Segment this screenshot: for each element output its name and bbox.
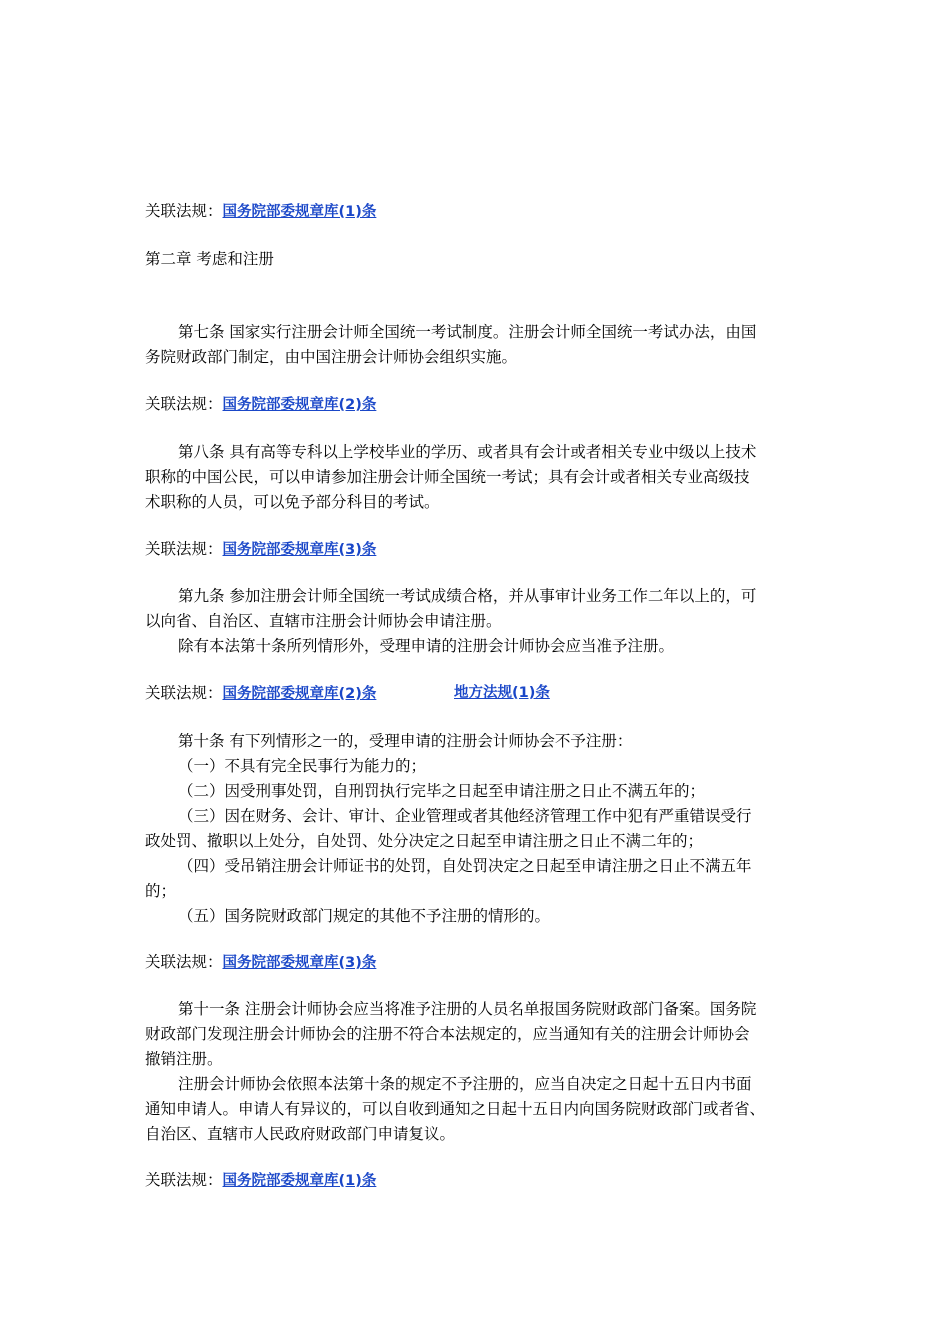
article-11-line: 通知申请人。申请人有异议的，可以自收到通知之日起十五日内向国务院财政部门或者省、 [145, 1100, 766, 1118]
article-11-line: 撤销注册。 [145, 1050, 223, 1068]
article-9-line: 除有本法第十条所列情形外，受理申请的注册会计师协会应当准予注册。 [178, 637, 675, 655]
related-laws-label: 关联法规： [145, 540, 223, 558]
article-10-item: （一）不具有完全民事行为能力的； [178, 757, 427, 775]
article-7-line: 第七条 国家实行注册会计师全国统一考试制度。注册会计师全国统一考试办法，由国 [178, 323, 757, 341]
related-laws-label: 关联法规： [145, 202, 223, 220]
article-9-line: 第九条 参加注册会计师全国统一考试成绩合格，并从事审计业务工作二年以上的，可 [178, 587, 757, 605]
article-11-line: 财政部门发现注册会计师协会的注册不符合本法规定的，应当通知有关的注册会计师协会 [145, 1025, 750, 1043]
article-11-line: 自治区、直辖市人民政府财政部门申请复议。 [145, 1125, 456, 1143]
article-10-item: （五）国务院财政部门规定的其他不予注册的情形的。 [178, 907, 551, 925]
article-8-line: 术职称的人员，可以免予部分科目的考试。 [145, 493, 440, 511]
related-laws-row [145, 199, 376, 224]
related-laws-label: 关联法规： [145, 1171, 223, 1189]
related-laws-label: 关联法规： [145, 684, 223, 702]
article-10-item: 政处罚、撤职以上处分，自处罚、处分决定之日起至申请注册之日止不满二年的； [145, 832, 704, 850]
article-10-item: 的； [145, 882, 177, 900]
related-laws-link[interactable]: 国务院部委规章库(3)条 [222, 542, 377, 558]
article-10-item: （二）因受刑事处罚，自刑罚执行完毕之日起至申请注册之日止不满五年的； [178, 782, 706, 800]
related-laws-label: 关联法规： [145, 395, 223, 413]
article-11-line: 注册会计师协会依照本法第十条的规定不予注册的，应当自决定之日起十五日内书面 [178, 1075, 752, 1093]
article-8-line: 第八条 具有高等专科以上学校毕业的学历、或者具有会计或者相关专业中级以上技术 [178, 443, 757, 461]
related-laws-label: 关联法规： [145, 953, 223, 971]
related-laws-link[interactable]: 国务院部委规章库(3)条 [222, 955, 377, 971]
article-11-line: 第十一条 注册会计师协会应当将准予注册的人员名单报国务院财政部门备案。国务院 [178, 1000, 757, 1018]
related-laws-link[interactable]: 国务院部委规章库(1)条 [222, 1173, 377, 1189]
article-10-item: （三）因在财务、会计、审计、企业管理或者其他经济管理工作中犯有严重错误受行 [178, 807, 752, 825]
related-laws-row [145, 537, 376, 562]
related-laws-link[interactable]: 国务院部委规章库(2)条 [222, 686, 377, 702]
article-10-line: 第十条 有下列情形之一的，受理申请的注册会计师协会不予注册： [178, 732, 633, 750]
article-9-line: 以向省、自治区、直辖市注册会计师协会申请注册。 [145, 612, 502, 630]
related-laws-row [145, 1168, 376, 1193]
related-laws-row [145, 950, 376, 975]
article-7-line: 务院财政部门制定，由中国注册会计师协会组织实施。 [145, 348, 518, 366]
related-laws-link[interactable]: 国务院部委规章库(1)条 [222, 204, 377, 220]
related-laws-row [145, 392, 376, 417]
chapter-heading: 第二章 考虑和注册 [145, 250, 274, 268]
article-8-line: 职称的中国公民，可以申请参加注册会计师全国统一考试；具有会计或者相关专业高级技 [145, 468, 750, 486]
local-laws-link[interactable]: 地方法规(1)条 [454, 685, 550, 701]
related-laws-link[interactable]: 国务院部委规章库(2)条 [222, 397, 377, 413]
article-10-item: （四）受吊销注册会计师证书的处罚，自处罚决定之日起至申请注册之日止不满五年 [178, 857, 752, 875]
